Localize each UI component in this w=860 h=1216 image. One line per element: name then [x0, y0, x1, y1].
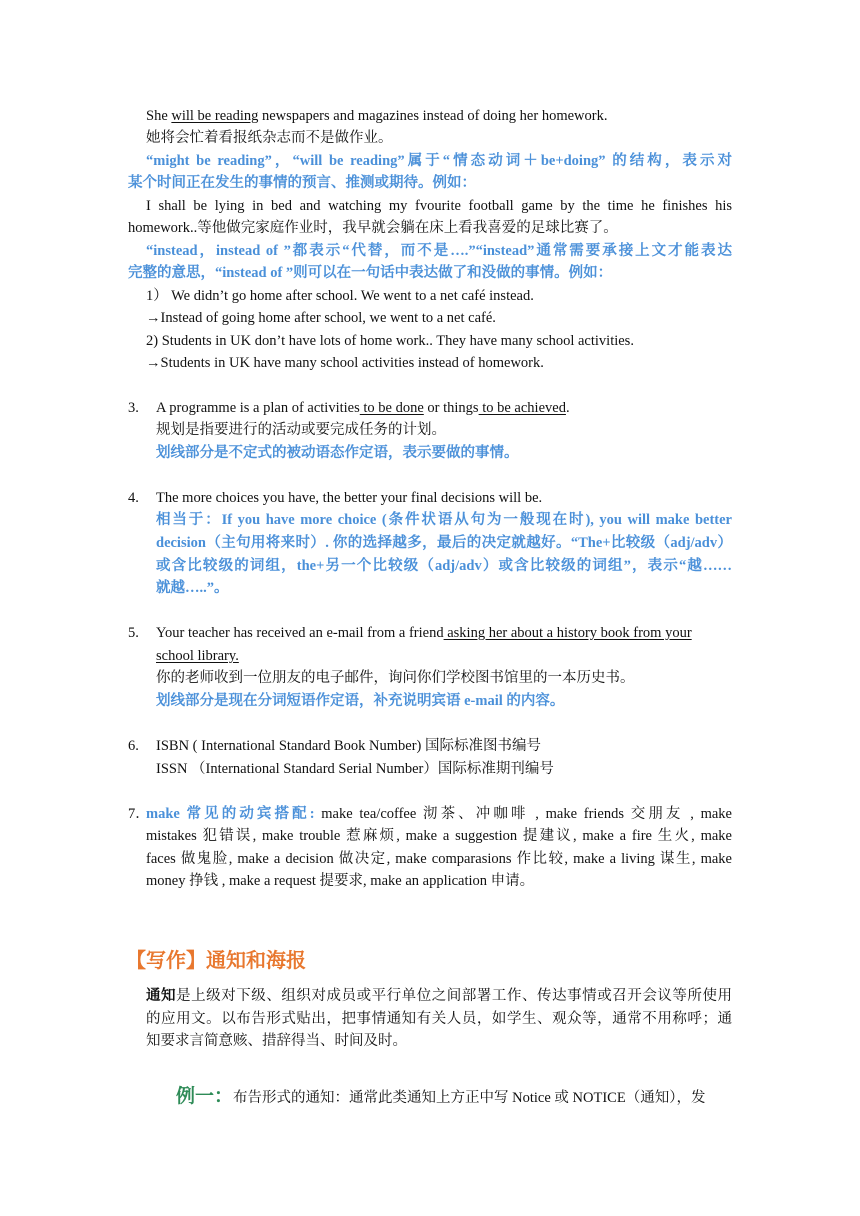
item-number: 6.: [128, 738, 139, 754]
translation: 规划是指要进行的活动或要完成任务的计划。: [156, 422, 446, 438]
text: A programme is a plan of activities: [156, 400, 360, 416]
item-sentence: [156, 398, 570, 418]
item-number: 5.: [128, 625, 139, 641]
text: 是上级对下级、组织对成员或平行单位之间部署工作、传达事情或召开会议等所使用: [176, 988, 733, 1004]
grammar-note: 完整的意思，“instead of ”则可以在一句话中表达做了和没做的事情。例如：: [128, 265, 613, 281]
grammar-note: 就越…..”。: [156, 580, 229, 596]
text: She: [146, 108, 172, 124]
text: Your teacher has received an e-mail from a friend: [156, 625, 444, 641]
text: or things: [423, 400, 479, 416]
example-sentence: 2) Students in UK don’t have lots of home work.. They have many school activities.: [146, 333, 634, 349]
translation: 她将会忙着看报纸杂志而不是做作业。: [146, 130, 393, 146]
collocation-label: make 常见的动宾搭配:: [146, 806, 315, 822]
text: make tea/coffee 沏茶、冲咖啡 , make friends 交朋友 , make: [314, 806, 732, 822]
example-sentence: →Students in UK have many school activities instead of homework.: [146, 355, 544, 371]
text: 布告形式的通知：通常此类通知上方正中写 Notice 或 NOTICE（通知），发: [233, 1090, 706, 1106]
grammar-note: 某个时间正在发生的事情的预言、推测或期待。例如：: [128, 175, 476, 191]
collocation-line: faces 做鬼脸, make a decision 做决定, make comparasions 作比较, make a living 谋生, make: [146, 851, 732, 867]
underlined-phrase: to be done: [359, 400, 424, 416]
item-number: 4.: [128, 490, 139, 506]
item-sentence: The more choices you have, the better your final decisions will be.: [156, 490, 543, 506]
paragraph-line: [146, 986, 732, 1006]
example-sentence: [146, 106, 607, 126]
grammar-note: “instead，instead of ”都表示“代替，而不是….”“instead”通常需要承接上文才能表达: [146, 243, 732, 259]
section-heading: 【写作】通知和海报: [126, 948, 306, 972]
grammar-note: 或含比较级的词组，the+另一个比较级（adj/adv）或含比较级的词组”，表示“越……: [156, 558, 732, 574]
item-number: 7．: [128, 806, 150, 822]
text: newspapers and magazines instead of doing her homework.: [258, 108, 608, 124]
example-sentence: →Instead of going home after school, we went to a net café.: [146, 310, 496, 326]
grammar-note: 划线部分是现在分词短语作定语，补充说明宾语 e-mail 的内容。: [156, 693, 565, 709]
underlined-phrase: asking her about a history book from your: [443, 625, 692, 641]
underlined-phrase: to be achieved: [478, 400, 566, 416]
abbreviation-line: ISSN （International Standard Serial Number）国际标准期刊编号: [156, 761, 554, 777]
abbreviation-line: ISBN ( International Standard Book Number) 国际标准图书编号: [156, 738, 541, 754]
example-sentence: 1） We didn’t go home after school. We went to a net café instead.: [146, 288, 534, 304]
example-sentence: I shall be lying in bed and watching my fvourite football game by the time he finishes his: [146, 198, 732, 214]
underlined-phrase: will be reading: [171, 108, 259, 124]
collocation-line: mistakes 犯错误, make trouble 惹麻烦, make a suggestion 提建议, make a fire 生火, make: [146, 828, 732, 844]
example-title: 例一：: [176, 1085, 234, 1107]
paragraph-line: 知要求言简意赅、措辞得当、时间及时。: [146, 1033, 407, 1049]
grammar-note: “might be reading”，“will be reading”属于“情态动词＋be+doing” 的结构，表示对: [146, 153, 732, 169]
underlined-phrase: school library.: [156, 648, 239, 664]
text: .: [565, 400, 570, 416]
collocation-line: money 挣钱 , make a request 提要求, make an application 申请。: [146, 873, 535, 889]
item-sentence: [156, 623, 732, 643]
paragraph-line: 的应用文。以布告形式贴出，把事情通知有关人员，如学生、观众等，通常不用称呼；通: [146, 1011, 732, 1027]
collocation-line: [146, 804, 732, 824]
translation: 你的老师收到一位朋友的电子邮件，询问你们学校图书馆里的一本历史书。: [156, 670, 635, 686]
bold-term: 通知: [146, 988, 177, 1004]
example-sentence: homework..等他做完家庭作业时，我早就会躺在床上看我喜爱的足球比赛了。: [128, 220, 618, 236]
grammar-note: decision（主句用将来时）. 你的选择越多，最后的决定就越好。“The+比较级（adj/adv）: [156, 535, 732, 551]
example-line: [176, 1083, 705, 1111]
grammar-note: 相当于：If you have more choice (条件状语从句为一般现在时), you will make better: [156, 512, 732, 528]
item-number: 3.: [128, 400, 139, 416]
grammar-note: 划线部分是不定式的被动语态作定语，表示要做的事情。: [156, 445, 519, 461]
